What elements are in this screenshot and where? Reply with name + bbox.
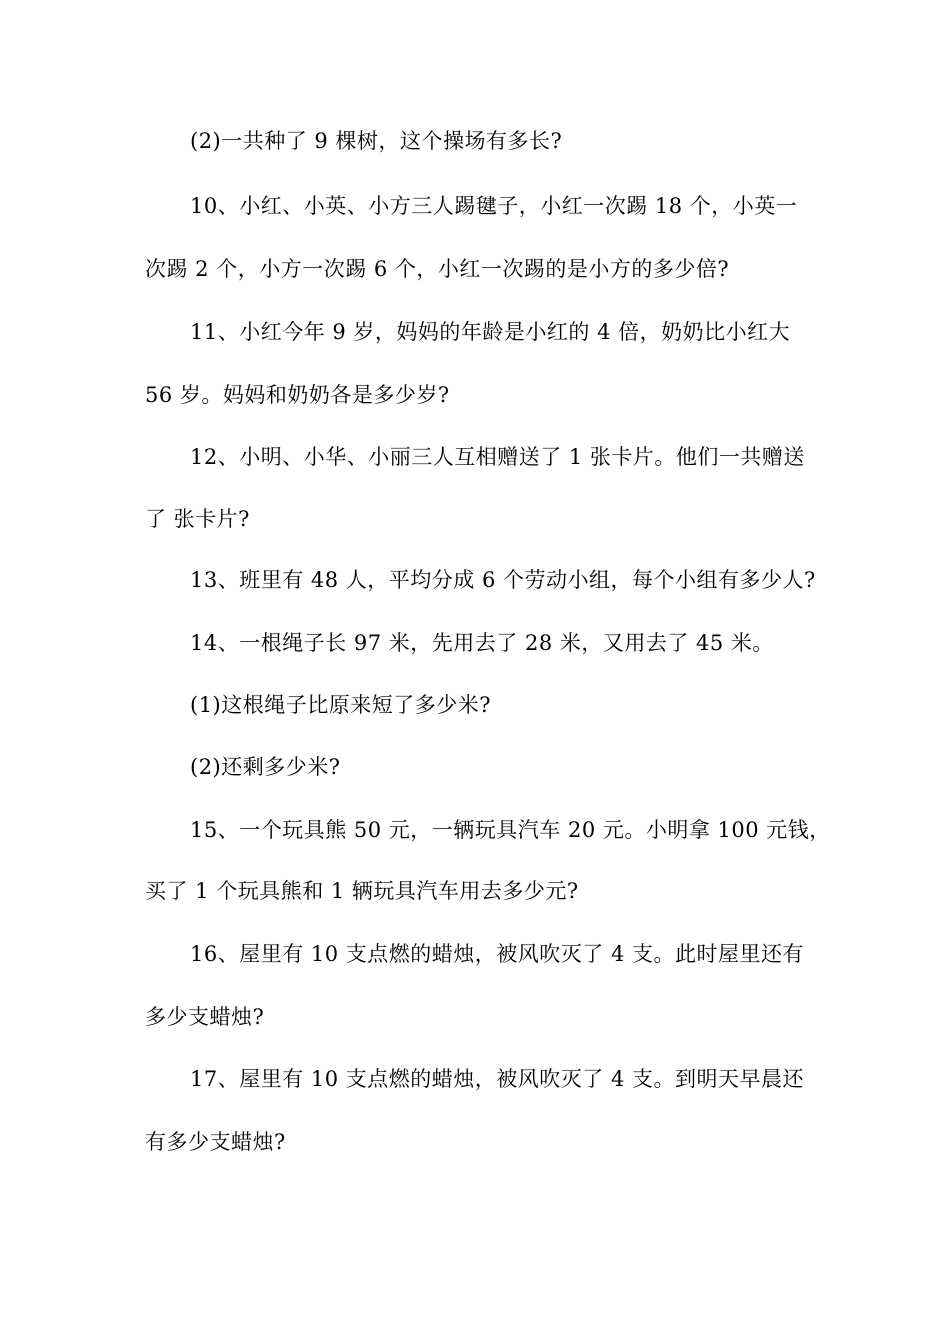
text-line-q9-part2: (2)一共种了 9 棵树，这个操场有多长? xyxy=(190,129,563,153)
text-line-q16-b: 多少支蜡烛? xyxy=(145,1005,265,1029)
text-line-q10-b: 次踢 2 个，小方一次踢 6 个，小红一次踢的是小方的多少倍? xyxy=(145,257,730,281)
text-line-q15-b: 买了 1 个玩具熊和 1 辆玩具汽车用去多少元? xyxy=(145,879,579,903)
text-line-q17-b: 有多少支蜡烛? xyxy=(145,1130,286,1154)
text-line-q15-a: 15、一个玩具熊 50 元，一辆玩具汽车 20 元。小明拿 100 元钱， xyxy=(190,818,831,842)
text-line-q10-a: 10、小红、小英、小方三人踢毽子，小红一次踢 18 个，小英一 xyxy=(190,194,798,218)
text-line-q11-a: 11、小红今年 9 岁，妈妈的年龄是小红的 4 倍，奶奶比小红大 xyxy=(190,320,791,344)
text-line-q12-a: 12、小明、小华、小丽三人互相赠送了 1 张卡片。他们一共赠送 xyxy=(190,445,805,469)
text-line-q17-a: 17、屋里有 10 支点燃的蜡烛，被风吹灭了 4 支。到明天早晨还 xyxy=(190,1067,805,1091)
text-line-q11-b: 56 岁。妈妈和奶奶各是多少岁? xyxy=(145,383,450,407)
text-line-q12-b: 了 张卡片? xyxy=(145,507,250,531)
text-line-q16-a: 16、屋里有 10 支点燃的蜡烛，被风吹灭了 4 支。此时屋里还有 xyxy=(190,942,805,966)
text-line-q14-part1: (1)这根绳子比原来短了多少米? xyxy=(190,693,492,717)
text-line-q13: 13、班里有 48 人，平均分成 6 个劳动小组，每个小组有多少人? xyxy=(190,568,816,592)
text-line-q14-part2: (2)还剩多少米? xyxy=(190,755,341,779)
text-line-q14: 14、一根绳子长 97 米，先用去了 28 米，又用去了 45 米。 xyxy=(190,631,774,655)
